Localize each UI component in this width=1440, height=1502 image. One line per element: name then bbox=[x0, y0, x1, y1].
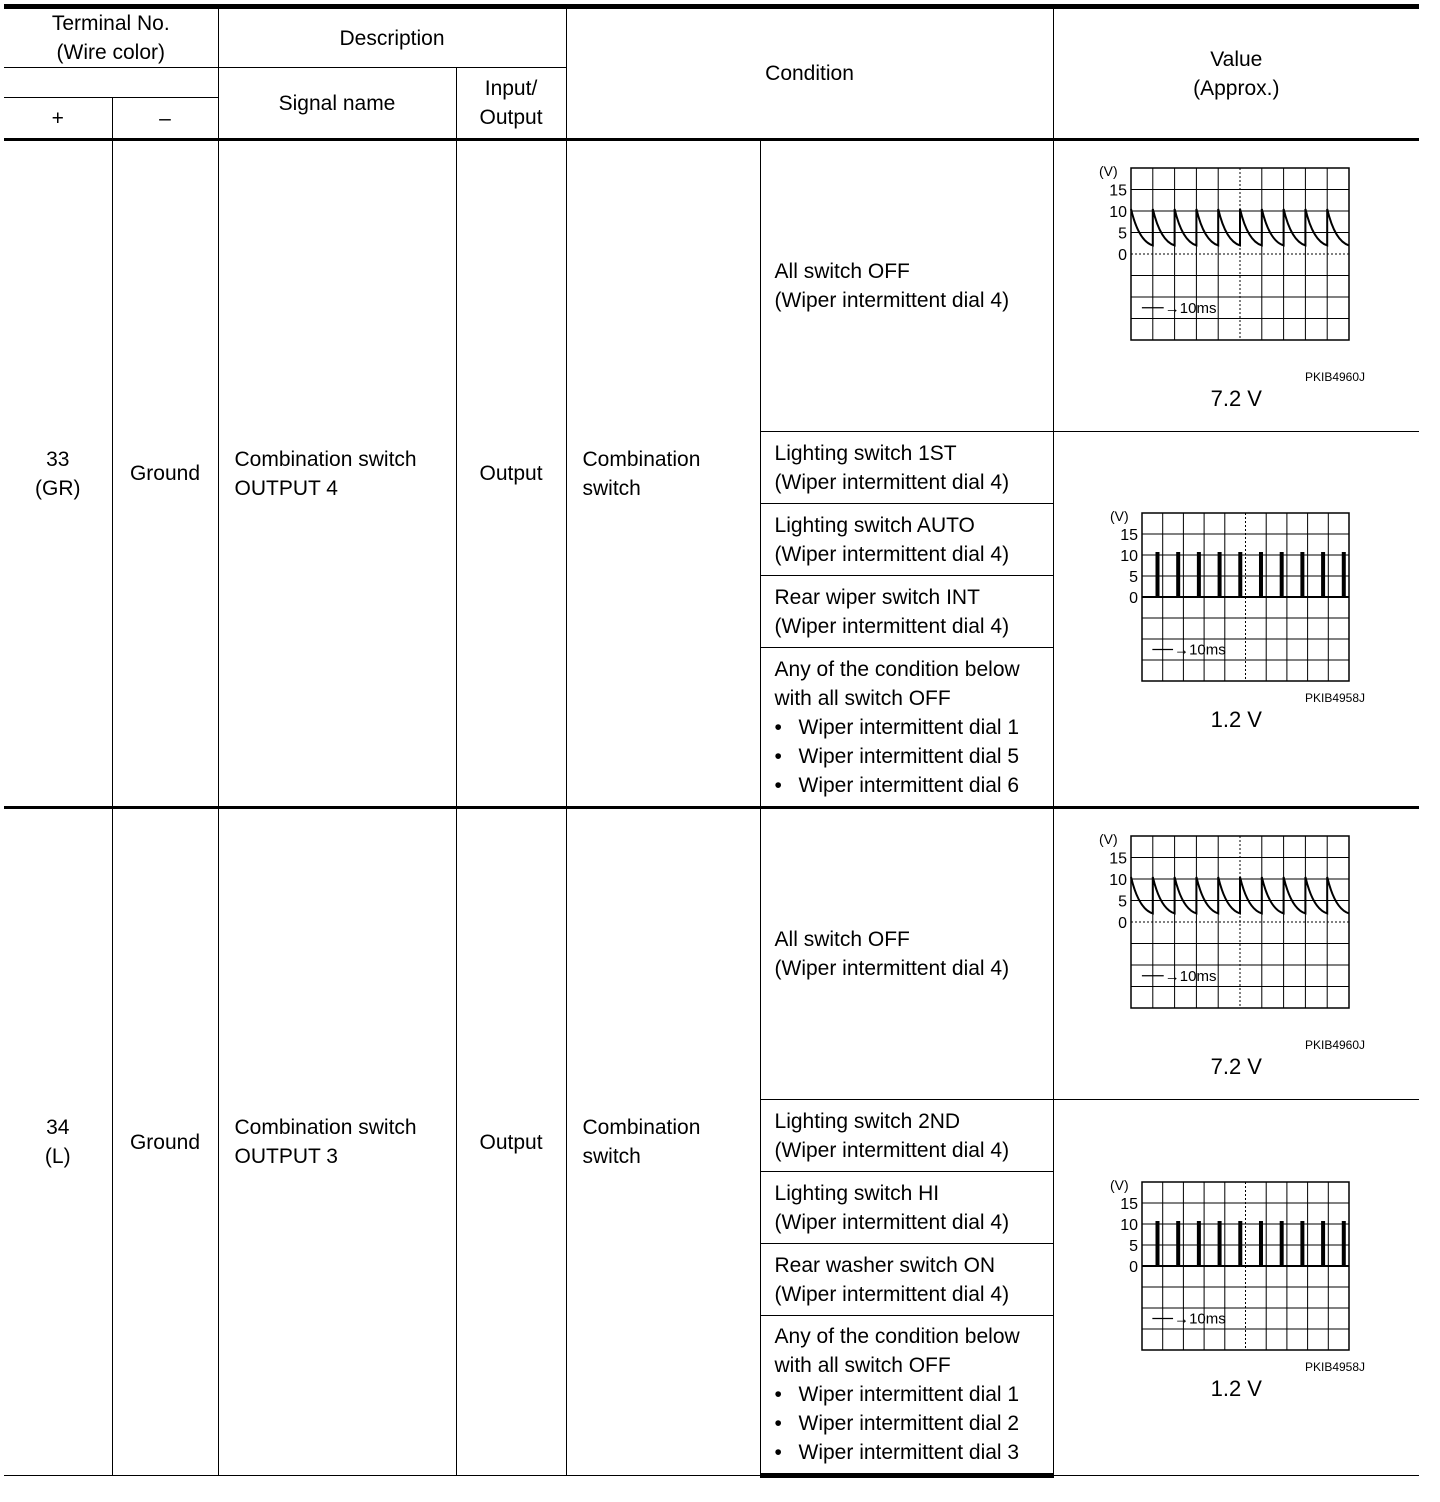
condition-cell bbox=[760, 808, 1053, 1100]
terminal-no-label: Terminal No. bbox=[51, 12, 170, 35]
signal-name-header: Signal name bbox=[218, 68, 456, 140]
condition-line: with all switch OFF bbox=[774, 1354, 951, 1377]
terminal-spec-table bbox=[4, 4, 1419, 1478]
approx-label: (Approx.) bbox=[1193, 76, 1280, 100]
timebase-label: →10ms bbox=[1165, 967, 1217, 985]
condition-line: Lighting switch HI bbox=[774, 1181, 940, 1205]
condition-cell bbox=[760, 1100, 1053, 1172]
scope-tick-label: 5 bbox=[1118, 225, 1128, 243]
condition-cell bbox=[760, 1316, 1053, 1476]
plus-header: + bbox=[4, 98, 112, 140]
timebase-label: →10ms bbox=[1174, 641, 1227, 659]
terminal-number: 34 bbox=[46, 1116, 70, 1139]
condition-line: Rear wiper switch INT bbox=[774, 585, 980, 609]
value-label: Value bbox=[1210, 47, 1263, 71]
voltage-value: 1.2 V bbox=[1210, 1375, 1262, 1401]
condition-cell bbox=[760, 504, 1053, 576]
minus-header: – bbox=[112, 98, 218, 140]
signal-name-line: Combination switch bbox=[234, 1116, 417, 1139]
bullet-item: • Wiper intermittent dial 3 bbox=[775, 1438, 1047, 1467]
condition-cell bbox=[760, 648, 1053, 808]
wire-color-label: (Wire color) bbox=[56, 41, 165, 64]
value-cell bbox=[1053, 808, 1419, 1100]
bullet-item: • Wiper intermittent dial 1 bbox=[775, 1380, 1047, 1409]
waveform-trace bbox=[1131, 209, 1349, 245]
condition-cell bbox=[760, 1172, 1053, 1244]
bullet-item: • Wiper intermittent dial 5 bbox=[775, 742, 1047, 771]
wire-color: (GR) bbox=[35, 476, 81, 500]
input-label: Input/ bbox=[484, 77, 538, 100]
condition-line: (Wiper intermittent dial 4) bbox=[774, 614, 1010, 638]
voltage-value: 7.2 V bbox=[1210, 1054, 1262, 1079]
condition-line: (Wiper intermittent dial 4) bbox=[774, 1282, 1010, 1306]
condition-line: Any of the condition below bbox=[774, 1325, 1020, 1348]
value-header bbox=[1053, 7, 1419, 140]
scope-unit-label: (V) bbox=[1099, 831, 1118, 847]
terminal-no-header bbox=[4, 7, 218, 68]
condition-line: All switch OFF bbox=[774, 260, 910, 283]
condition-line: with all switch OFF bbox=[774, 686, 951, 710]
scope-tick-label: 10 bbox=[1120, 548, 1139, 565]
scope-tick-label: 5 bbox=[1129, 1237, 1139, 1255]
value-cell bbox=[1053, 432, 1419, 808]
scope-tick-label: 0 bbox=[1118, 915, 1128, 932]
condition-group-line: Combination bbox=[582, 447, 701, 471]
condition-group-line: switch bbox=[582, 1145, 641, 1168]
scope-unit-label: (V) bbox=[1110, 508, 1129, 524]
scope-tick-label: 0 bbox=[1129, 590, 1139, 607]
terminal-cell bbox=[4, 140, 112, 808]
bullet-item: • Wiper intermittent dial 2 bbox=[775, 1409, 1047, 1438]
condition-line: Rear washer switch ON bbox=[774, 1253, 996, 1277]
scope-tick-label: 15 bbox=[1120, 527, 1139, 544]
description-header: Description bbox=[218, 7, 566, 68]
voltage-value: 1.2 V bbox=[1210, 707, 1262, 732]
condition-cell bbox=[760, 1244, 1053, 1316]
signal-name-cell bbox=[218, 808, 456, 1476]
waveform-oscilloscope bbox=[1096, 503, 1376, 691]
timebase-label: →10ms bbox=[1174, 1310, 1227, 1327]
condition-cell bbox=[760, 576, 1053, 648]
signal-name-line: Combination switch bbox=[234, 447, 417, 471]
ground-cell: Ground bbox=[112, 808, 218, 1476]
voltage-value: 7.2 V bbox=[1210, 386, 1262, 411]
condition-header: Condition bbox=[566, 7, 1053, 140]
signal-name-line: OUTPUT 3 bbox=[234, 1145, 338, 1168]
scope-tick-label: 10 bbox=[1109, 872, 1128, 889]
wire-color: (L) bbox=[44, 1145, 71, 1168]
io-cell: Output bbox=[456, 140, 566, 808]
condition-group-line: switch bbox=[582, 476, 641, 500]
condition-line: Lighting switch 1ST bbox=[774, 441, 957, 465]
bullet-item: • Wiper intermittent dial 1 bbox=[775, 713, 1047, 742]
scope-tick-label: 10 bbox=[1109, 204, 1128, 221]
figure-code: PKIB4960J bbox=[1304, 370, 1366, 384]
condition-group-cell bbox=[566, 808, 760, 1476]
scope-tick-label: 10 bbox=[1120, 1216, 1139, 1234]
condition-group-line: Combination bbox=[582, 1116, 701, 1139]
waveform-oscilloscope bbox=[1096, 158, 1376, 370]
figure-code: PKIB4958J bbox=[1304, 1359, 1366, 1374]
scope-tick-label: 0 bbox=[1118, 247, 1128, 264]
io-cell: Output bbox=[456, 808, 566, 1476]
input-output-header bbox=[456, 68, 566, 140]
condition-line: Lighting switch AUTO bbox=[774, 513, 975, 537]
timebase-label: →10ms bbox=[1165, 299, 1217, 317]
condition-line: Any of the condition below bbox=[774, 657, 1020, 681]
condition-line: (Wiper intermittent dial 4) bbox=[774, 542, 1010, 566]
condition-line: (Wiper intermittent dial 4) bbox=[774, 289, 1010, 312]
signal-name-line: OUTPUT 4 bbox=[234, 476, 338, 500]
value-cell bbox=[1053, 1100, 1419, 1476]
condition-line: (Wiper intermittent dial 4) bbox=[774, 957, 1010, 980]
scope-unit-label: (V) bbox=[1110, 1176, 1129, 1193]
condition-group-cell bbox=[566, 140, 760, 808]
condition-line: (Wiper intermittent dial 4) bbox=[774, 1138, 1010, 1162]
waveform-oscilloscope bbox=[1096, 826, 1376, 1038]
terminal-cell bbox=[4, 808, 112, 1476]
figure-code: PKIB4960J bbox=[1304, 1038, 1366, 1052]
condition-cell bbox=[760, 140, 1053, 432]
waveform-trace bbox=[1131, 877, 1349, 913]
figure-code: PKIB4958J bbox=[1304, 691, 1366, 705]
bullet-item: • Wiper intermittent dial 6 bbox=[775, 771, 1047, 800]
signal-name-cell bbox=[218, 140, 456, 808]
condition-cell bbox=[760, 432, 1053, 504]
waveform-oscilloscope bbox=[1096, 1172, 1376, 1360]
scope-tick-label: 5 bbox=[1129, 569, 1139, 586]
condition-line: All switch OFF bbox=[774, 928, 910, 951]
scope-tick-label: 5 bbox=[1118, 893, 1128, 911]
scope-tick-label: 15 bbox=[1109, 850, 1128, 868]
condition-line: (Wiper intermittent dial 4) bbox=[774, 1210, 1010, 1234]
condition-line: (Wiper intermittent dial 4) bbox=[774, 470, 1010, 494]
scope-tick-label: 15 bbox=[1120, 1195, 1139, 1213]
terminal-number: 33 bbox=[46, 447, 70, 471]
ground-cell: Ground bbox=[112, 140, 218, 808]
output-label: Output bbox=[479, 106, 543, 129]
value-cell bbox=[1053, 140, 1419, 432]
scope-unit-label: (V) bbox=[1099, 163, 1118, 179]
condition-line: Lighting switch 2ND bbox=[774, 1109, 961, 1133]
scope-tick-label: 0 bbox=[1129, 1258, 1139, 1276]
scope-tick-label: 15 bbox=[1109, 182, 1128, 200]
